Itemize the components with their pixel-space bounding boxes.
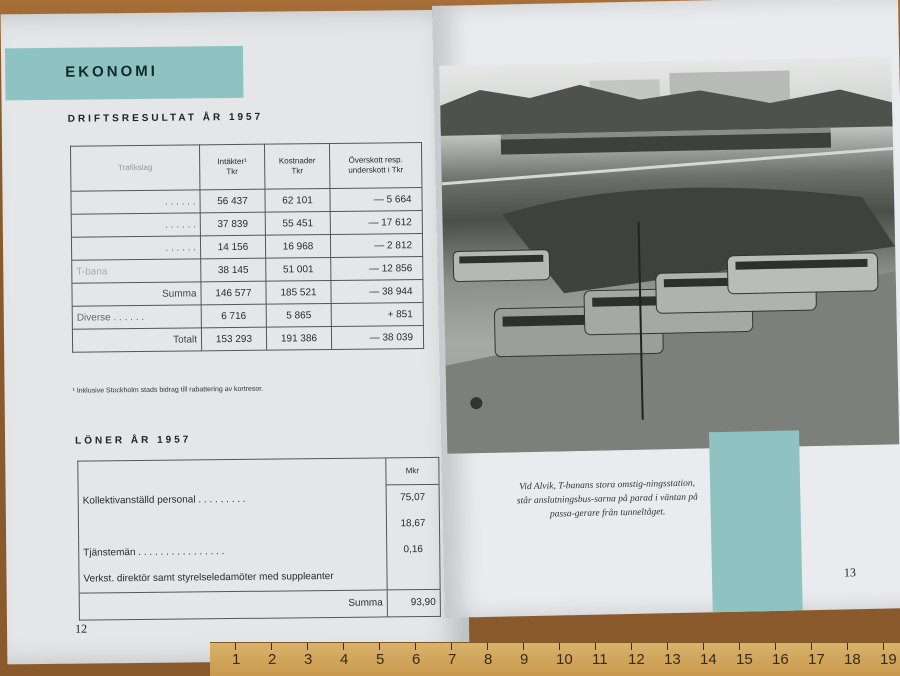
row-label: Kollektivanställd personal . . . . . . . . .	[82, 493, 246, 507]
row-label: . . . . . .	[71, 190, 200, 214]
page-number-left: 12	[74, 621, 88, 636]
ruler-tick	[775, 643, 776, 650]
ruler-tick	[451, 643, 452, 650]
table-header-row	[78, 457, 439, 487]
table-row	[78, 484, 439, 514]
section-banner	[5, 46, 244, 100]
ruler-tick	[739, 643, 740, 650]
section-banner-title: EKONOMI	[65, 62, 158, 81]
ruler-number: 8	[484, 651, 493, 668]
row-value	[387, 562, 440, 589]
header-trafikslag: Trafikslag	[70, 145, 199, 191]
ruler-tick	[631, 643, 632, 650]
driftsresultat-table	[70, 142, 424, 353]
ruler-tick	[811, 643, 812, 650]
tree-line	[440, 78, 893, 135]
ruler-number: 17	[808, 651, 825, 668]
ruler-number: 6	[412, 651, 421, 668]
row-value: 75,07	[386, 484, 439, 511]
footnote: ¹ Inklusive Stockholm stads bidrag till rabattering av kortresor.	[72, 385, 264, 395]
cell-intakter: 37 839	[200, 212, 265, 236]
cell-resultat: — 38 944	[331, 280, 423, 304]
ruler-tick	[379, 643, 380, 650]
ruler-number: 18	[844, 651, 861, 668]
teal-accent-block	[709, 430, 803, 612]
driftsresultat-title: DRIFTSRESULTAT ÅR 1957	[67, 111, 264, 125]
ruler-tick	[883, 643, 884, 650]
ruler-tick	[307, 643, 308, 650]
cell-resultat: — 2 812	[331, 234, 423, 258]
row-label: Verkst. direktör samt styrelseledamöter med suppleanter	[83, 570, 334, 585]
page-number-right: 13	[843, 565, 857, 580]
row-label: T-bana	[72, 259, 201, 283]
ruler-number: 19	[880, 651, 897, 668]
photo-illustration	[439, 56, 899, 453]
row-label: Tjänstemän . . . . . . . . . . . . . . . .	[83, 546, 225, 559]
cell-kostnader: 5 865	[266, 303, 332, 327]
cell-resultat: — 5 664	[330, 188, 422, 212]
bus	[453, 250, 550, 282]
right-page	[432, 0, 900, 618]
left-page	[1, 10, 470, 665]
row-label: Diverse . . . . . .	[72, 305, 201, 329]
ruler-number: 16	[772, 651, 789, 668]
row-label: Summa	[72, 282, 201, 306]
cell-kostnader: 62 101	[265, 188, 331, 212]
ruler-number: 12	[628, 651, 645, 668]
cell-kostnader: 185 521	[266, 280, 332, 304]
cell-intakter: 56 437	[200, 189, 265, 213]
table-row-totalt	[72, 326, 423, 353]
row-label: Totalt	[72, 328, 201, 352]
cell-intakter: 6 716	[201, 304, 266, 328]
ruler-tick	[523, 643, 524, 650]
ruler-tick	[595, 643, 596, 650]
cell-intakter: 153 293	[201, 327, 266, 351]
unit-label: Mkr	[386, 457, 439, 484]
table-row	[79, 536, 440, 566]
ruler-number: 2	[268, 651, 277, 668]
row-label	[78, 511, 386, 540]
ruler-tick	[847, 643, 848, 650]
ruler-number: 3	[304, 651, 313, 668]
ruler-tick	[667, 643, 668, 650]
header-resultat: Överskott resp. underskott i Tkr	[330, 143, 422, 189]
loner-table	[77, 457, 441, 620]
bus	[727, 253, 878, 294]
table-row	[79, 562, 440, 592]
ruler-tick	[343, 643, 344, 650]
cell-kostnader: 51 001	[266, 257, 332, 281]
ruler-tick	[559, 643, 560, 650]
cell-resultat: — 17 612	[330, 211, 422, 235]
cell-intakter: 146 577	[201, 281, 266, 305]
summa-value: 93,90	[387, 589, 440, 617]
photo-caption: Vid Alvik, T-banans stora omstig-ningsstation, står anslutningsbus-sarna på parad i väntan på passa-gerare från tunneltåget.	[516, 478, 698, 520]
ruler-number: 15	[736, 651, 753, 668]
row-value: 0,16	[387, 536, 440, 563]
row-value: 18,67	[386, 510, 439, 537]
summa-label: Summa	[79, 589, 387, 619]
cell-resultat: — 12 856	[331, 257, 423, 281]
table-row	[78, 510, 439, 540]
header-kostnader: Kostnader Tkr	[264, 143, 330, 189]
ruler-number: 7	[448, 651, 457, 668]
cell-intakter: 14 156	[200, 235, 265, 259]
cell-kostnader: 16 968	[265, 234, 331, 258]
ruler	[210, 642, 900, 676]
ruler-tick	[487, 643, 488, 650]
header-intakter: Intäkter¹ Tkr	[199, 144, 264, 190]
ruler-tick	[415, 643, 416, 650]
ruler-number: 4	[340, 651, 349, 668]
ruler-number: 1	[232, 651, 241, 668]
ruler-number: 5	[376, 651, 385, 668]
table-row-summa	[79, 589, 440, 620]
table-header-row	[70, 143, 421, 192]
ruler-tick	[271, 643, 272, 650]
row-label: . . . . . .	[71, 213, 200, 237]
bus-station-photo	[439, 56, 899, 453]
loner-title: LÖNER ÅR 1957	[75, 434, 192, 447]
ruler-number: 13	[664, 651, 681, 668]
cell-resultat: — 38 039	[332, 326, 424, 350]
row-label: . . . . . .	[71, 236, 200, 260]
cell-resultat: + 851	[331, 303, 423, 327]
ruler-number: 9	[520, 651, 529, 668]
cell-kostnader: 55 451	[265, 211, 331, 235]
ruler-number: 10	[556, 651, 573, 668]
cell-kostnader: 191 386	[266, 326, 332, 350]
ruler-number: 11	[592, 651, 608, 668]
ruler-number: 14	[700, 651, 717, 668]
ruler-tick	[703, 643, 704, 650]
ruler-tick	[235, 643, 236, 650]
cell-intakter: 38 145	[201, 258, 266, 282]
